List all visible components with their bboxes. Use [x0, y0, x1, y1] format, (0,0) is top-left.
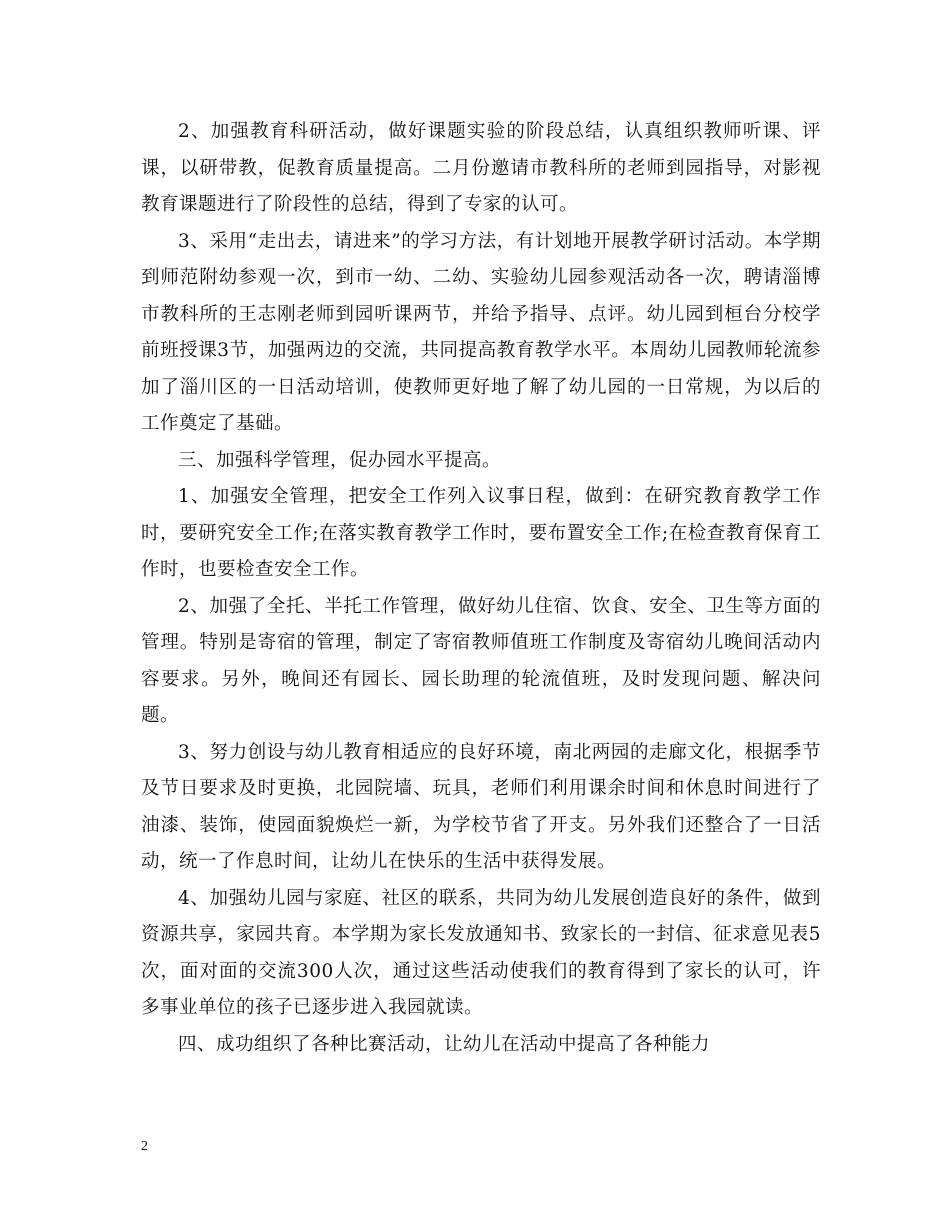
paragraph-safety-management: 1、加强安全管理，把安全工作列入议事日程，做到：在研究教育教学工作时，要研究安全工作;在落实教育教学工作时，要布置安全工作;在检查教育保育工作时，也要检查安全工作。: [141, 486, 821, 580]
page-number: 2: [141, 1139, 148, 1154]
section-heading-management: 三、加强科学管理，促办园水平提高。: [178, 449, 502, 471]
paragraph-environment: 3、努力创设与幼儿教育相适应的良好环境，南北两园的走廊文化，根据季节及节日要求及时更换，北园院墙、玩具，老师们利用课余时间和休息时间进行了油漆、装饰，使园面貌焕烂一新，为学校节省了开支。另外我们还整合了一日活动，统一了作息时间，让幼儿在快乐的生活中获得发展。: [141, 741, 821, 872]
section-heading-competitions: 四、成功组织了各种比赛活动，让幼儿在活动中提高了各种能力: [178, 1033, 711, 1055]
document-body: [141, 114, 821, 1063]
paragraph-boarding-management: 2、加强了全托、半托工作管理，做好幼儿住宿、饮食、安全、卫生等方面的管理。特别是寄宿的管理，制定了寄宿教师值班工作制度及寄宿幼儿晚间活动内容要求。另外，晚间还有园长、园长助理的轮流值班，及时发现问题、解决问题。: [141, 595, 821, 726]
paragraph-family-community: 4、加强幼儿园与家庭、社区的联系，共同为幼儿发展创造良好的条件，做到资源共享，家园共育。本学期为家长发放通知书、致家长的一封信、征求意见表5次，面对面的交流300人次，通过这些活动使我们的教育得到了家长的认可，许多事业单位的孩子已逐步进入我园就读。: [141, 887, 821, 1018]
paragraph-research-activities: 2、加强教育科研活动，做好课题实验的阶段总结，认真组织教师听课、评课，以研带教，促教育质量提高。二月份邀请市教科所的老师到园指导，对影视教育课题进行了阶段性的总结，得到了专家的认可。: [141, 121, 821, 215]
paragraph-learning-method: 3、采用“走出去，请进来”的学习方法，有计划地开展教学研讨活动。本学期到师范附幼参观一次，到市一幼、二幼、实验幼儿园参观活动各一次，聘请淄博市教科所的王志刚老师到园听课两节，并给予指导、点评。幼儿园到桓台分校学前班授课3节，加强两边的交流，共同提高教育教学水平。本周幼儿园教师轮流参加了淄川区的一日活动培训，使教师更好地了解了幼儿园的一日常规，为以后的工作奠定了基础。: [141, 230, 821, 434]
